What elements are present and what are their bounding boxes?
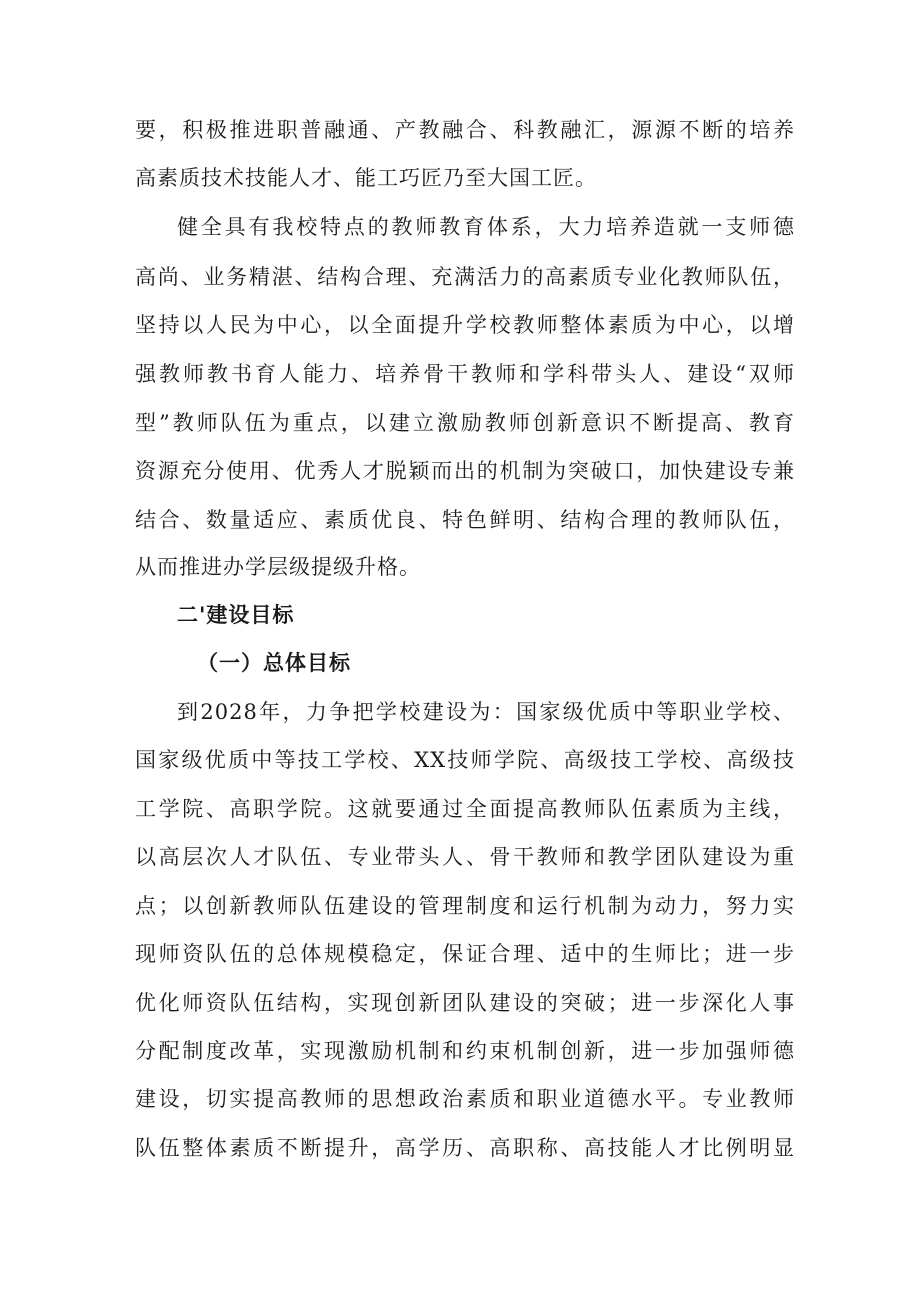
paragraph-line: 坚持以人民为中心，以全面提升学校教师整体素质为中心，以增 — [135, 313, 795, 337]
section-heading: 二'建设目标 — [177, 603, 295, 627]
subsection-heading: （一）总体目标 — [197, 651, 351, 675]
paragraph-line: 资源充分使用、优秀人才脱颖而出的机制为突破口，加快建设专兼 — [135, 459, 795, 483]
paragraph-line: 国家级优质中等技工学校、XX技师学院、高级技工学校、高级技 — [135, 748, 795, 772]
paragraph-line: 从而推进办学层级提级升格。 — [135, 555, 421, 579]
paragraph-line: 结合、数量适应、素质优良、特色鲜明、结构合理的教师队伍， — [135, 508, 795, 532]
paragraph-line: 工学院、高职学院。这就要通过全面提高教师队伍素质为主线， — [135, 797, 795, 821]
paragraph-line: 以高层次人才队伍、专业带头人、骨干教师和教学团队建设为重 — [135, 845, 795, 869]
paragraph-line: 要，积极推进职普融通、产教融合、科教融汇，源源不断的培养 — [135, 118, 795, 142]
paragraph-line: 点；以创新教师队伍建设的管理制度和运行机制为动力，努力实 — [135, 894, 795, 918]
paragraph-line: 健全具有我校特点的教师教育体系，大力培养造就一支师德 — [177, 215, 795, 239]
paragraph-line: 强教师教书育人能力、培养骨干教师和学科带头人、建设“双师 — [135, 362, 795, 386]
paragraph-line: 到2028年，力争把学校建设为：国家级优质中等职业学校、 — [177, 700, 795, 724]
paragraph-line: 队伍整体素质不断提升，高学历、高职称、高技能人才比例明显 — [135, 1136, 795, 1160]
paragraph-line: 优化师资队伍结构，实现创新团队建设的突破；进一步深化人事 — [135, 991, 795, 1015]
paragraph-line: 高尚、业务精湛、结构合理、充满活力的高素质专业化教师队伍， — [135, 265, 795, 289]
paragraph-line: 分配制度改革，实现激励机制和约束机制创新，进一步加强师德 — [135, 1039, 795, 1063]
paragraph-line: 建设，切实提高教师的思想政治素质和职业道德水平。专业教师 — [135, 1087, 795, 1111]
paragraph-line: 高素质技术技能人才、能工巧匠乃至大国工匠。 — [135, 166, 597, 190]
paragraph-line: 型”教师队伍为重点，以建立激励教师创新意识不断提高、教育 — [135, 411, 795, 435]
paragraph-line: 现师资队伍的总体规模稳定，保证合理、适中的生师比；进一步 — [135, 942, 795, 966]
